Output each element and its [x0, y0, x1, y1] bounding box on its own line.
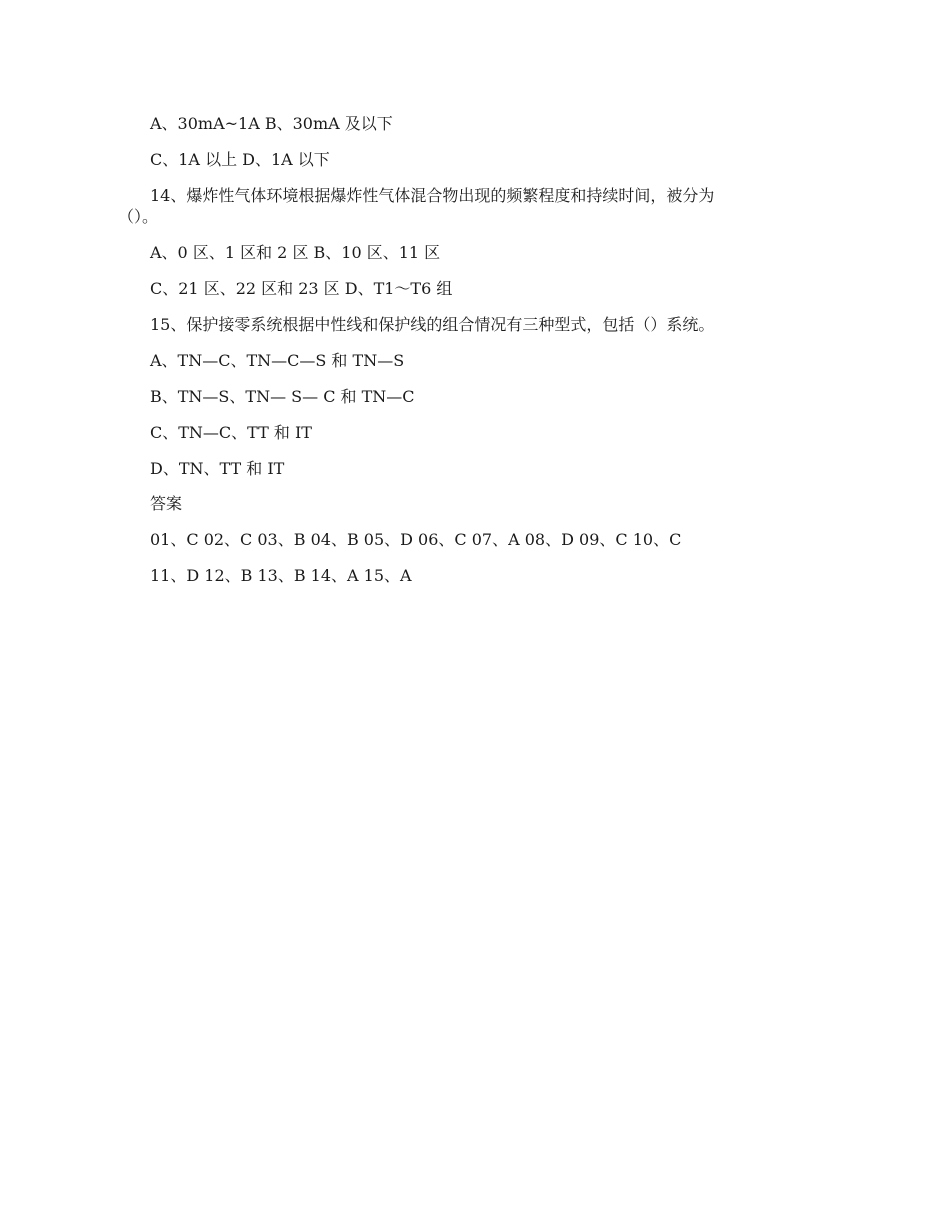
- question-15-option-d: D、TN、TT 和 IT: [150, 459, 285, 478]
- question-14-options-cd: C、21 区、22 区和 23 区 D、T1～T6 组: [150, 279, 453, 298]
- answer-heading: 答案: [150, 494, 183, 513]
- question-14-options-ab: A、0 区、1 区和 2 区 B、10 区、11 区: [150, 243, 441, 262]
- question-14-text-continued: （）。: [118, 207, 159, 226]
- question-13-options-cd: C、1A 以上 D、1A 以下: [150, 150, 330, 169]
- question-14-text: 14、爆炸性气体环境根据爆炸性气体混合物出现的频繁程度和持续时间，被分为: [150, 186, 715, 205]
- question-13-options-ab: A、30mA~1A B、30mA 及以下: [150, 114, 393, 133]
- question-15-option-a: A、TN—C、TN—C—S 和 TN—S: [150, 351, 405, 370]
- question-15-option-c: C、TN—C、TT 和 IT: [150, 423, 312, 442]
- answer-key-line-2: 11、D 12、B 13、B 14、A 15、A: [150, 566, 412, 585]
- question-15-option-b: B、TN—S、TN— S— C 和 TN—C: [150, 387, 415, 406]
- question-15-text: 15、保护接零系统根据中性线和保护线的组合情况有三种型式，包括（）系统。: [150, 315, 715, 334]
- answer-key-line-1: 01、C 02、C 03、B 04、B 05、D 06、C 07、A 08、D 09、C 10、C: [150, 530, 682, 549]
